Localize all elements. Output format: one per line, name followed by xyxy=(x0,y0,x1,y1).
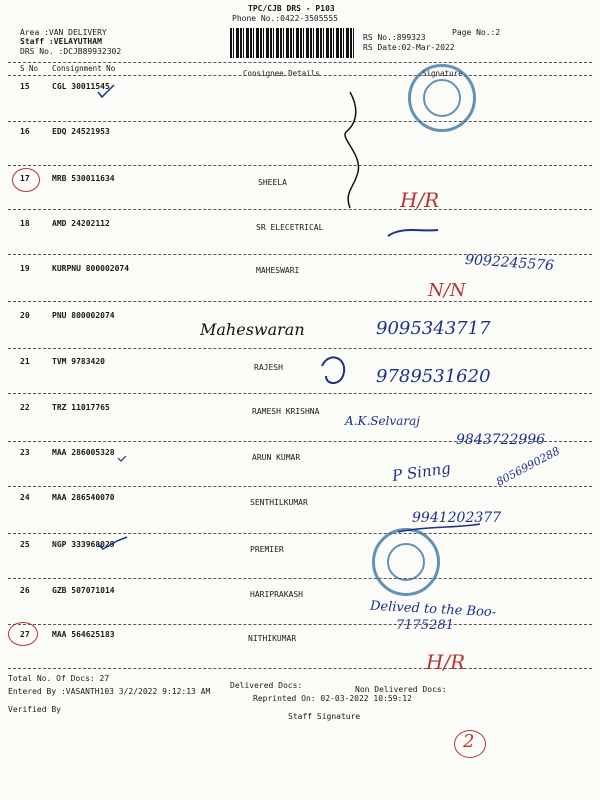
consignee-name: PREMIER xyxy=(250,545,284,554)
consignment-code: MAA 564625183 xyxy=(52,630,115,639)
consignee-name: SHEELA xyxy=(258,178,287,187)
consignment-code: MRB 530011634 xyxy=(52,174,115,183)
consignment-code: NGP 333968029 xyxy=(52,540,115,549)
handwritten-phone: 9095343717 xyxy=(376,318,491,339)
consignee-name: ARUN KUMAR xyxy=(252,453,301,462)
consignee-name: RAJESH xyxy=(254,363,283,372)
handwritten-signature: 9941202377 xyxy=(412,510,502,526)
handwritten-phone: 9843722996 xyxy=(456,432,546,448)
handwritten-nn-note: N/N xyxy=(428,280,466,301)
row-number: 27 xyxy=(20,630,30,639)
handwritten-page-number: 2 xyxy=(463,731,475,752)
row-number: 23 xyxy=(20,448,30,457)
consignment-code: AMD 24202112 xyxy=(52,219,110,228)
consignee-name: RAMESH KRISHNA xyxy=(252,407,320,416)
verified-by: Verified By xyxy=(8,705,61,714)
row-number: 16 xyxy=(20,127,30,136)
row-number: 17 xyxy=(20,174,30,183)
consignee-name: NITHIKUMAR xyxy=(248,634,297,643)
consignment-code: MAA 286005328 xyxy=(52,448,115,457)
total-docs: Total No. Of Docs: 27 xyxy=(8,674,110,683)
consignment-code: MAA 286540070 xyxy=(52,493,115,502)
consignee-name: MAHESWARI xyxy=(256,266,300,275)
delivered-docs: Delivered Docs: xyxy=(230,681,303,690)
col-consignee: Consignee Details xyxy=(243,69,320,78)
consignee-name: SENTHILKUMAR xyxy=(250,498,308,507)
row-number: 25 xyxy=(20,540,30,549)
handwritten-hr-note: H/R xyxy=(426,650,466,674)
staff-label: Staff :VELAYUTHAM xyxy=(20,37,102,46)
col-signature: Signature xyxy=(422,69,463,78)
consignment-code: KURPNU 800002074 xyxy=(52,264,130,273)
handwritten-phone: 9789531620 xyxy=(376,366,491,387)
handwritten-hr-note: H/R xyxy=(400,188,440,212)
area-label: Area :VAN DELIVERY xyxy=(20,28,107,37)
row-number: 20 xyxy=(20,311,30,320)
handwritten-delivery-note: Delived to the Boo- xyxy=(369,598,497,621)
row-number: 22 xyxy=(20,403,30,412)
document-title: TPC/CJB DRS - P103 xyxy=(248,4,335,13)
row-number: 15 xyxy=(20,82,30,91)
col-consignment: Consignment No xyxy=(52,64,116,73)
handwritten-signature: A.K.Selvaraj xyxy=(345,414,420,428)
rs-date: RS Date:02-Mar-2022 xyxy=(363,43,455,52)
handwritten-receiver-name: Maheswaran xyxy=(200,320,305,339)
rs-number: RS No.:899323 xyxy=(363,33,426,42)
consignment-code: TRZ 11017765 xyxy=(52,403,110,412)
staff-signature-label: Staff Signature xyxy=(288,712,361,721)
consignee-name: HARIPRAKASH xyxy=(250,590,303,599)
non-delivered-docs: Non Delivered Docs: xyxy=(355,685,447,694)
consignment-code: CGL 30011545 xyxy=(52,82,110,91)
row-number: 21 xyxy=(20,357,30,366)
col-sno: S No xyxy=(20,64,39,73)
consignment-code: TVM 9783420 xyxy=(52,357,105,366)
consignment-code: EDQ 24521953 xyxy=(52,127,110,136)
handwritten-phone: 9092245576 xyxy=(464,251,555,275)
page-number: Page No.:2 xyxy=(452,28,501,37)
handwritten-phone: 7175281 xyxy=(396,618,454,633)
consignment-code: PNU 800002074 xyxy=(52,311,115,320)
row-number: 19 xyxy=(20,264,30,273)
handwritten-signature: P Sinng xyxy=(391,458,452,486)
row-number: 18 xyxy=(20,219,30,228)
phone-number: Phone No.:0422-3505555 xyxy=(232,14,338,23)
consignment-code: GZB 507071014 xyxy=(52,586,115,595)
handwritten-phone: 8056990288 xyxy=(494,444,562,489)
consignee-name: SR ELECETRICAL xyxy=(256,223,324,232)
reprinted-on: Reprinted On: 02-03-2022 10:59:12 xyxy=(253,694,412,703)
row-number: 26 xyxy=(20,586,30,595)
row-number: 24 xyxy=(20,493,30,502)
entered-by: Entered By :VASANTH103 3/2/2022 9:12:13 AM xyxy=(8,687,211,696)
drs-number: DRS No. :DCJB89932302 xyxy=(20,47,122,56)
